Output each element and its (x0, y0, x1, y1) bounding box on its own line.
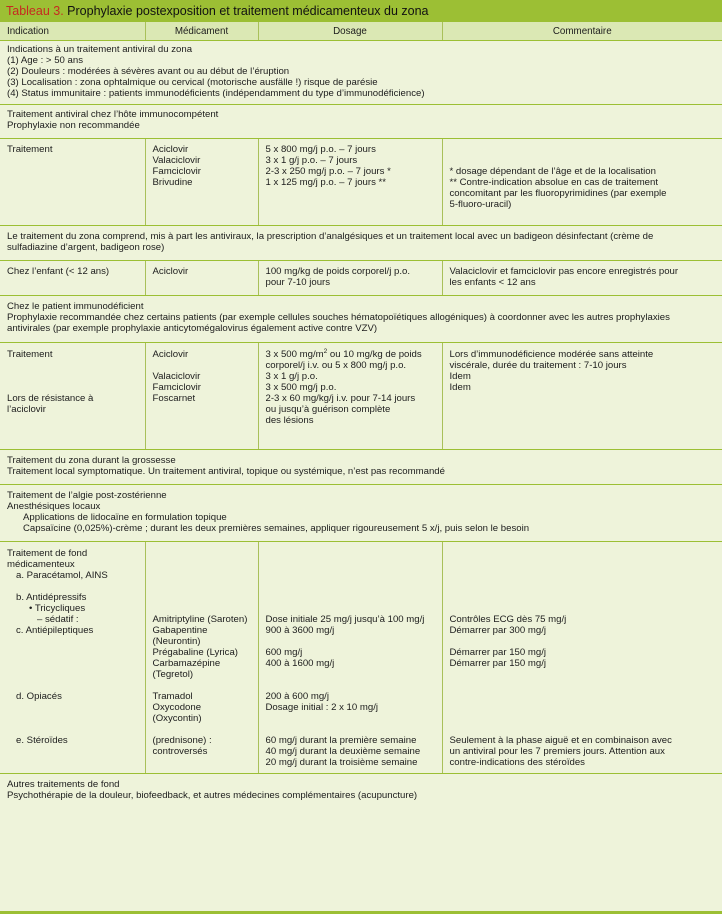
comment-line: contre-indications des stéroïdes (449, 757, 585, 768)
drug-name: Famciclovir (152, 166, 202, 177)
drug-name (153, 592, 252, 603)
indication-cell: e. Stéroïdes (16, 735, 68, 746)
drug-name: (prednisone) : (152, 735, 212, 746)
indication-cell: l’aciclovir (7, 404, 46, 415)
text-line: Capsaïcine (0,025%)-crème ; durant les deux premières semaines, appliquer rigoureusement 5 x/j, puis selon le besoin (23, 523, 530, 534)
comment-line (450, 559, 717, 570)
dosage-line: 20 mg/j durant la troisième semaine (265, 757, 418, 768)
text-line: (4) Status immunitaire : patients immunodéficients (indépendamment du type d’immunodéficience) (7, 88, 425, 99)
indication-cell: Chez l’enfant (< 12 ans) (7, 266, 110, 277)
indication-cell (7, 581, 139, 592)
comment-line: Valaciclovir et famciclovir pas encore enregistrés pour (449, 266, 679, 277)
text-line: Applications de lidocaïne en formulation topique (23, 512, 227, 523)
text-line: antivirales (par exemple prophylaxie anticytomégalovirus également active contre VZV) (7, 323, 378, 334)
comment-line (450, 603, 717, 614)
indication-cell (7, 382, 139, 393)
text-line: Indications à un traitement antiviral du zona (7, 44, 193, 55)
dosage-line: 2-3 x 60 mg/kg/j i.v. pour 7-14 jours (265, 393, 416, 404)
dosage-line: Dose initiale 25 mg/j jusqu’à 100 mg/j (265, 614, 425, 625)
text-line: (1) Age : > 50 ans (7, 55, 84, 66)
dosage-line (266, 559, 436, 570)
section-analgesics (0, 226, 722, 261)
indication-cell: a. Paracétamol, AINS (16, 570, 108, 581)
drug-name: Valaciclovir (152, 155, 201, 166)
superscript: 2 (323, 347, 328, 355)
dosage-line: ou jusqu’à guérison complète (265, 404, 391, 415)
drug-name: Brivudine (152, 177, 193, 188)
text-line: Autres traitements de fond (7, 779, 120, 790)
drug-name: Carbamazépine (152, 658, 221, 669)
dosage-line: des lésions (265, 415, 314, 426)
dosage-line (266, 680, 436, 691)
comment-line (450, 680, 717, 691)
text-line: sulfadiazine d’argent, badigeon rose) (7, 242, 165, 253)
comment-line (450, 691, 717, 702)
header-commentaire: Commentaire (442, 22, 722, 41)
section-postherpetic (0, 485, 722, 542)
indication-cell: Traitement (7, 144, 53, 155)
comment-line (450, 548, 717, 559)
comment-line (450, 702, 717, 713)
drug-name: Aciclovir (152, 349, 189, 360)
drug-name: (Neurontin) (152, 636, 201, 647)
dosage-line (266, 548, 436, 559)
indication-cell (7, 669, 139, 680)
header-row (0, 22, 722, 41)
comment-line (450, 144, 717, 155)
drug-name: controversés (152, 746, 208, 757)
dosage-line: 1 x 125 mg/j p.o. – 7 jours ** (265, 177, 387, 188)
text-line: Chez le patient immunodéficient (7, 301, 144, 312)
drug-name: (Tegretol) (152, 669, 194, 680)
dosage-line: Dosage initial : 2 x 10 mg/j (265, 702, 379, 713)
indication-cell: Traitement (7, 349, 53, 360)
dosage-line (266, 581, 436, 592)
comment-line: Contrôles ECG dès 75 mg/j (449, 614, 567, 625)
indication-cell: • Tricycliques (29, 603, 86, 614)
dosage-part: 3 x 500 mg/m (265, 349, 324, 360)
dosage-line: 900 à 3600 mg/j (265, 625, 335, 636)
section-indications (0, 41, 722, 105)
indication-cell: c. Antiépileptiques (16, 625, 94, 636)
dosage-line (266, 603, 436, 614)
comment-line (450, 724, 717, 735)
drug-name (153, 548, 252, 559)
dosage-line: 3 x 500 mg/j p.o. (265, 382, 337, 393)
text-line: (3) Localisation : zona ophtalmique ou cervical (motorische ausfälle !) risque de parésie (7, 77, 378, 88)
dosage-line: 3 x 1 g/j p.o. – 7 jours (265, 155, 358, 166)
drug-name (153, 570, 252, 581)
drug-name (153, 360, 252, 371)
header-medicament: Médicament (145, 22, 258, 41)
table-row-treatment (0, 139, 722, 226)
indication-cell: Lors de résistance à (7, 393, 94, 404)
drug-name: Foscarnet (152, 393, 196, 404)
comment-line (450, 636, 717, 647)
dosage-line (266, 592, 436, 603)
text-line: Le traitement du zona comprend, mis à part les antiviraux, la prescription d’analgésiques et un traitement local avec un badigeon désinfectant (crème de (7, 231, 654, 242)
text-line: Prophylaxie recommandée chez certains patients (par exemple cellules souches hématopoïétiques allogéniques) à coordonner avec les autres prophylaxies (7, 312, 670, 323)
comment-line (450, 592, 717, 603)
drug-name: Oxycodone (152, 702, 202, 713)
comment-line: Démarrer par 300 mg/j (449, 625, 547, 636)
drug-name: Aciclovir (152, 266, 189, 277)
dosage-line (266, 669, 436, 680)
comment-line: les enfants < 12 ans (449, 277, 536, 288)
comment-line (450, 713, 717, 724)
indication-cell: Traitement de fond (7, 548, 88, 559)
dosage-line (266, 724, 436, 735)
comment-line: Lors d’immunodéficience modérée sans atteinte (449, 349, 654, 360)
treatment-table (0, 22, 722, 808)
comment-line (450, 570, 717, 581)
indication-cell (7, 702, 139, 713)
dosage-line (266, 713, 436, 724)
indication-cell (7, 680, 139, 691)
dosage-line: corporel/j i.v. ou 5 x 800 mg/j p.o. (265, 360, 407, 371)
dosage-line: 600 mg/j (265, 647, 303, 658)
dosage-line: 2-3 x 250 mg/j p.o. – 7 jours * (265, 166, 391, 177)
indication-cell (7, 647, 139, 658)
comment-line: Seulement à la phase aiguë et en combinaison avec (449, 735, 672, 746)
section-immunocompetent (0, 105, 722, 139)
dosage-line (266, 570, 436, 581)
table-number: Tableau 3. (6, 4, 64, 18)
indication-cell (7, 724, 139, 735)
comment-line (450, 581, 717, 592)
text-line: Traitement de l’algie post-zostérienne (7, 490, 167, 501)
text-line: Psychothérapie de la douleur, biofeedback, et autres médecines complémentaires (acupuncture) (7, 790, 418, 801)
comment-line: Démarrer par 150 mg/j (449, 658, 547, 669)
table-title-text: Prophylaxie postexposition et traitement médicamenteux du zona (67, 4, 429, 18)
drug-name (153, 680, 252, 691)
drug-name: Prégabaline (Lyrica) (152, 647, 238, 658)
section-pregnancy (0, 450, 722, 485)
dosage-line: 60 mg/j durant la première semaine (265, 735, 417, 746)
table-row-immunodeficient-treatment (0, 343, 722, 450)
drug-name: Gabapentine (152, 625, 208, 636)
drug-name: (Oxycontin) (152, 713, 202, 724)
header-indication: Indication (0, 22, 145, 41)
dosage-line (266, 349, 436, 360)
text-line: Traitement local symptomatique. Un traitement antiviral, topique ou systémique, n’est pas recommandé (7, 466, 445, 477)
comment-line: * dosage dépendant de l’âge et de la localisation (449, 166, 656, 177)
drug-name (153, 724, 252, 735)
indication-cell (7, 658, 139, 669)
indication-cell: b. Antidépressifs (16, 592, 87, 603)
indication-cell (7, 371, 139, 382)
comment-line: viscérale, durée du traitement : 7-10 jours (449, 360, 627, 371)
dosage-line: 200 à 600 mg/j (265, 691, 329, 702)
comment-line: Démarrer par 150 mg/j (449, 647, 547, 658)
comment-line (450, 669, 717, 680)
dosage-line: pour 7-10 jours (265, 277, 331, 288)
text-line: Traitement antiviral chez l’hôte immunocompétent (7, 109, 219, 120)
drug-name: Tramadol (152, 691, 193, 702)
text-line: Anesthésiques locaux (7, 501, 101, 512)
drug-name (153, 559, 252, 570)
dosage-line: 5 x 800 mg/j p.o. – 7 jours (265, 144, 376, 155)
dosage-line (266, 636, 436, 647)
indication-cell (7, 713, 139, 724)
drug-name (153, 603, 252, 614)
comment-line: Idem (449, 382, 471, 393)
drug-name: Amitriptyline (Saroten) (152, 614, 248, 625)
table-row-background-treatment (0, 542, 722, 774)
comment-line: ** Contre-indication absolue en cas de traitement (449, 177, 659, 188)
dosage-part: ou 10 mg/kg de poids (327, 349, 422, 360)
drug-name: Valaciclovir (152, 371, 201, 382)
indication-cell: – sédatif : (37, 614, 79, 625)
indication-cell (7, 636, 139, 647)
dosage-line: 400 à 1600 mg/j (265, 658, 335, 669)
comment-line (450, 155, 717, 166)
dosage-line: 100 mg/kg de poids corporel/j p.o. (265, 266, 411, 277)
comment-line: Idem (449, 371, 471, 382)
drug-name: Aciclovir (152, 144, 189, 155)
comment-line: un antiviral pour les 7 premiers jours. Attention aux (449, 746, 665, 757)
drug-name (153, 581, 252, 592)
section-other-treatments (0, 774, 722, 809)
comment-line: concomitant par les fluoropyrimidines (par exemple (449, 188, 667, 199)
indication-cell: d. Opiacés (16, 691, 62, 702)
section-immunodeficient (0, 296, 722, 343)
header-dosage: Dosage (258, 22, 442, 41)
text-line: Prophylaxie non recommandée (7, 120, 140, 131)
comment-line: 5-fluoro-uracil) (449, 199, 512, 210)
table-title (0, 0, 722, 22)
indication-cell: médicamenteux (7, 559, 75, 570)
dosage-line: 40 mg/j durant la deuxième semaine (265, 746, 421, 757)
indication-cell (7, 360, 139, 371)
text-line: Traitement du zona durant la grossesse (7, 455, 176, 466)
table-row-child (0, 261, 722, 296)
drug-name: Famciclovir (152, 382, 202, 393)
dosage-line: 3 x 1 g/j p.o. (265, 371, 318, 382)
text-line: (2) Douleurs : modérées à sévères avant ou au début de l’éruption (7, 66, 290, 77)
